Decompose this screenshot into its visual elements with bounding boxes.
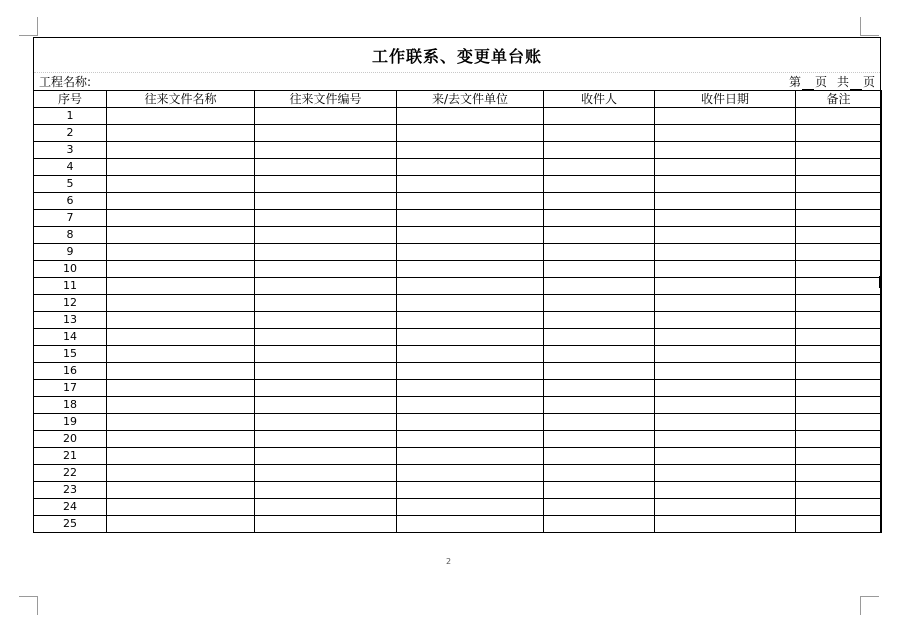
unit-cell[interactable] [397,329,544,346]
doc-name-cell[interactable] [107,448,255,465]
doc-name-cell[interactable] [107,244,255,261]
ledger-table [33,90,882,533]
row-index-cell: 16 [34,363,107,380]
date-cell[interactable] [655,363,796,380]
crop-mark-top-left [19,17,38,36]
remarks-cell[interactable] [796,516,882,533]
unit-cell[interactable] [397,261,544,278]
unit-cell[interactable] [397,414,544,431]
doc-name-cell[interactable] [107,380,255,397]
date-cell[interactable] [655,176,796,193]
recipient-cell[interactable] [544,295,655,312]
row-index-cell: 25 [34,516,107,533]
doc-name-cell[interactable] [107,278,255,295]
table-row [34,482,882,499]
date-cell[interactable] [655,278,796,295]
doc-number-cell[interactable] [255,346,397,363]
table-row [34,108,882,125]
unit-cell[interactable] [397,465,544,482]
table-row [34,397,882,414]
table-row [34,227,882,244]
row-index-cell: 1 [34,108,107,125]
unit-cell[interactable] [397,193,544,210]
unit-cell[interactable] [397,278,544,295]
recipient-cell[interactable] [544,448,655,465]
remarks-cell[interactable] [796,482,882,499]
row-index-cell: 17 [34,380,107,397]
unit-cell[interactable] [397,176,544,193]
row-index-cell: 23 [34,482,107,499]
table-header-row [34,91,882,108]
unit-cell[interactable] [397,380,544,397]
doc-name-cell[interactable] [107,142,255,159]
unit-cell[interactable] [397,108,544,125]
row-index-cell: 11 [34,278,107,295]
doc-name-cell[interactable] [107,261,255,278]
table-row [34,448,882,465]
doc-name-cell[interactable] [107,329,255,346]
remarks-cell[interactable] [796,295,882,312]
recipient-cell[interactable] [544,176,655,193]
date-cell[interactable] [655,465,796,482]
recipient-cell[interactable] [544,380,655,397]
doc-name-cell[interactable] [107,363,255,380]
unit-cell[interactable] [397,125,544,142]
recipient-cell[interactable] [544,516,655,533]
table-row [34,125,882,142]
doc-number-cell[interactable] [255,482,397,499]
doc-number-cell[interactable] [255,278,397,295]
recipient-cell[interactable] [544,312,655,329]
column-header-date: 收件日期 [655,91,796,108]
date-cell[interactable] [655,516,796,533]
row-index-cell: 24 [34,499,107,516]
table-row [34,516,882,533]
date-cell[interactable] [655,108,796,125]
doc-number-cell[interactable] [255,227,397,244]
date-cell[interactable] [655,414,796,431]
crop-mark-bottom-right [860,596,879,615]
doc-number-cell[interactable] [255,397,397,414]
row-index-cell: 19 [34,414,107,431]
row-index-cell: 18 [34,397,107,414]
recipient-cell[interactable] [544,244,655,261]
table-row [34,142,882,159]
doc-name-cell[interactable] [107,227,255,244]
column-header-doc-number: 往来文件编号 [255,91,397,108]
column-header-index: 序号 [34,91,107,108]
remarks-cell[interactable] [796,465,882,482]
ledger-body [34,108,882,533]
column-header-recipient: 收件人 [544,91,655,108]
table-row [34,312,882,329]
recipient-cell[interactable] [544,227,655,244]
recipient-cell[interactable] [544,125,655,142]
doc-name-cell[interactable] [107,295,255,312]
row-index-cell: 3 [34,142,107,159]
row-index-cell: 13 [34,312,107,329]
unit-cell[interactable] [397,397,544,414]
date-cell[interactable] [655,499,796,516]
date-cell[interactable] [655,482,796,499]
table-row [34,363,882,380]
column-header-doc-name: 往来文件名称 [107,91,255,108]
doc-number-cell[interactable] [255,108,397,125]
row-index-cell: 4 [34,159,107,176]
remarks-cell[interactable] [796,244,882,261]
recipient-cell[interactable] [544,499,655,516]
doc-number-cell[interactable] [255,380,397,397]
table-row [34,346,882,363]
remarks-cell[interactable] [796,346,882,363]
date-cell[interactable] [655,227,796,244]
doc-name-cell[interactable] [107,159,255,176]
table-row [34,295,882,312]
doc-number-cell[interactable] [255,125,397,142]
crop-mark-bottom-left [19,596,38,615]
date-cell[interactable] [655,431,796,448]
table-row [34,261,882,278]
table-row [34,176,882,193]
info-row [34,73,880,90]
doc-number-cell[interactable] [255,414,397,431]
recipient-cell[interactable] [544,193,655,210]
date-cell[interactable] [655,397,796,414]
doc-number-cell[interactable] [255,176,397,193]
unit-cell[interactable] [397,499,544,516]
row-index-cell: 14 [34,329,107,346]
remarks-cell[interactable] [796,142,882,159]
date-cell[interactable] [655,448,796,465]
row-index-cell: 2 [34,125,107,142]
recipient-cell[interactable] [544,261,655,278]
remarks-cell[interactable] [796,363,882,380]
unit-cell[interactable] [397,448,544,465]
page-ye2-label: 页 [862,75,875,89]
table-row [34,193,882,210]
remarks-cell[interactable] [796,431,882,448]
page-gong-label: 共 [836,75,849,89]
doc-number-cell[interactable] [255,142,397,159]
doc-name-cell[interactable] [107,516,255,533]
row-index-cell: 12 [34,295,107,312]
remarks-cell[interactable] [796,448,882,465]
doc-number-cell[interactable] [255,499,397,516]
date-cell[interactable] [655,244,796,261]
recipient-cell[interactable] [544,482,655,499]
table-row [34,159,882,176]
doc-name-cell[interactable] [107,312,255,329]
remarks-cell[interactable] [796,261,882,278]
project-name-label: 工程名称: [39,75,92,89]
table-row [34,380,882,397]
doc-number-cell[interactable] [255,261,397,278]
current-page-blank[interactable] [802,76,814,90]
row-index-cell: 15 [34,346,107,363]
recipient-cell[interactable] [544,363,655,380]
date-cell[interactable] [655,380,796,397]
column-header-unit: 来/去文件单位 [397,91,544,108]
row-index-cell: 20 [34,431,107,448]
row-index-cell: 21 [34,448,107,465]
remarks-cell[interactable] [796,329,882,346]
remarks-cell[interactable] [796,108,882,125]
remarks-cell[interactable] [796,125,882,142]
page-di-label: 第 [788,75,801,89]
doc-number-cell[interactable] [255,448,397,465]
recipient-cell[interactable] [544,108,655,125]
date-cell[interactable] [655,329,796,346]
doc-number-cell[interactable] [255,295,397,312]
recipient-cell[interactable] [544,210,655,227]
table-row [34,244,882,261]
ledger-sheet [33,37,881,533]
doc-name-cell[interactable] [107,465,255,482]
remarks-cell[interactable] [796,227,882,244]
remarks-cell[interactable] [796,499,882,516]
date-cell[interactable] [655,346,796,363]
recipient-cell[interactable] [544,414,655,431]
doc-number-cell[interactable] [255,516,397,533]
table-row [34,278,882,295]
doc-number-cell[interactable] [255,329,397,346]
date-cell[interactable] [655,159,796,176]
unit-cell[interactable] [397,142,544,159]
row-index-cell: 6 [34,193,107,210]
doc-number-cell[interactable] [255,312,397,329]
row-index-cell: 7 [34,210,107,227]
date-cell[interactable] [655,193,796,210]
recipient-cell[interactable] [544,465,655,482]
unit-cell[interactable] [397,482,544,499]
recipient-cell[interactable] [544,397,655,414]
recipient-cell[interactable] [544,329,655,346]
doc-name-cell[interactable] [107,193,255,210]
date-cell[interactable] [655,142,796,159]
unit-cell[interactable] [397,431,544,448]
unit-cell[interactable] [397,227,544,244]
remarks-cell[interactable] [796,159,882,176]
unit-cell[interactable] [397,295,544,312]
remarks-cell[interactable] [796,312,882,329]
doc-name-cell[interactable] [107,210,255,227]
remarks-cell[interactable] [796,278,882,295]
unit-cell[interactable] [397,244,544,261]
doc-name-cell[interactable] [107,346,255,363]
remarks-cell[interactable] [796,414,882,431]
unit-cell[interactable] [397,312,544,329]
total-pages-blank[interactable] [850,76,862,90]
crop-mark-top-right [860,17,879,36]
doc-name-cell[interactable] [107,397,255,414]
remarks-cell[interactable] [796,210,882,227]
doc-number-cell[interactable] [255,431,397,448]
unit-cell[interactable] [397,159,544,176]
row-index-cell: 10 [34,261,107,278]
date-cell[interactable] [655,210,796,227]
row-index-cell: 5 [34,176,107,193]
date-cell[interactable] [655,125,796,142]
column-header-remarks: 备注 [796,91,882,108]
doc-number-cell[interactable] [255,159,397,176]
date-cell[interactable] [655,261,796,278]
unit-cell[interactable] [397,516,544,533]
unit-cell[interactable] [397,346,544,363]
doc-name-cell[interactable] [107,108,255,125]
recipient-cell[interactable] [544,431,655,448]
row-index-cell: 8 [34,227,107,244]
table-row [34,431,882,448]
table-row [34,329,882,346]
doc-name-cell[interactable] [107,176,255,193]
recipient-cell[interactable] [544,346,655,363]
remarks-cell[interactable] [796,397,882,414]
table-row [34,465,882,482]
unit-cell[interactable] [397,363,544,380]
row-index-cell: 9 [34,244,107,261]
table-row [34,499,882,516]
recipient-cell[interactable] [544,278,655,295]
doc-number-cell[interactable] [255,244,397,261]
remarks-cell[interactable] [796,193,882,210]
doc-name-cell[interactable] [107,499,255,516]
doc-name-cell[interactable] [107,414,255,431]
date-cell[interactable] [655,312,796,329]
page-counter [789,75,875,90]
date-cell[interactable] [655,295,796,312]
doc-number-cell[interactable] [255,465,397,482]
page-ye-label: 页 [814,75,827,89]
recipient-cell[interactable] [544,159,655,176]
remarks-cell[interactable] [796,380,882,397]
table-row [34,210,882,227]
unit-cell[interactable] [397,210,544,227]
doc-name-cell[interactable] [107,431,255,448]
doc-number-cell[interactable] [255,193,397,210]
row-index-cell: 22 [34,465,107,482]
doc-number-cell[interactable] [255,363,397,380]
remarks-cell[interactable] [796,176,882,193]
document-title: 工作联系、变更单台账 [34,38,880,73]
footer-page-number: 2 [445,557,452,566]
table-row [34,414,882,431]
doc-name-cell[interactable] [107,125,255,142]
recipient-cell[interactable] [544,142,655,159]
doc-number-cell[interactable] [255,210,397,227]
text-cursor-marker [879,276,881,288]
doc-name-cell[interactable] [107,482,255,499]
